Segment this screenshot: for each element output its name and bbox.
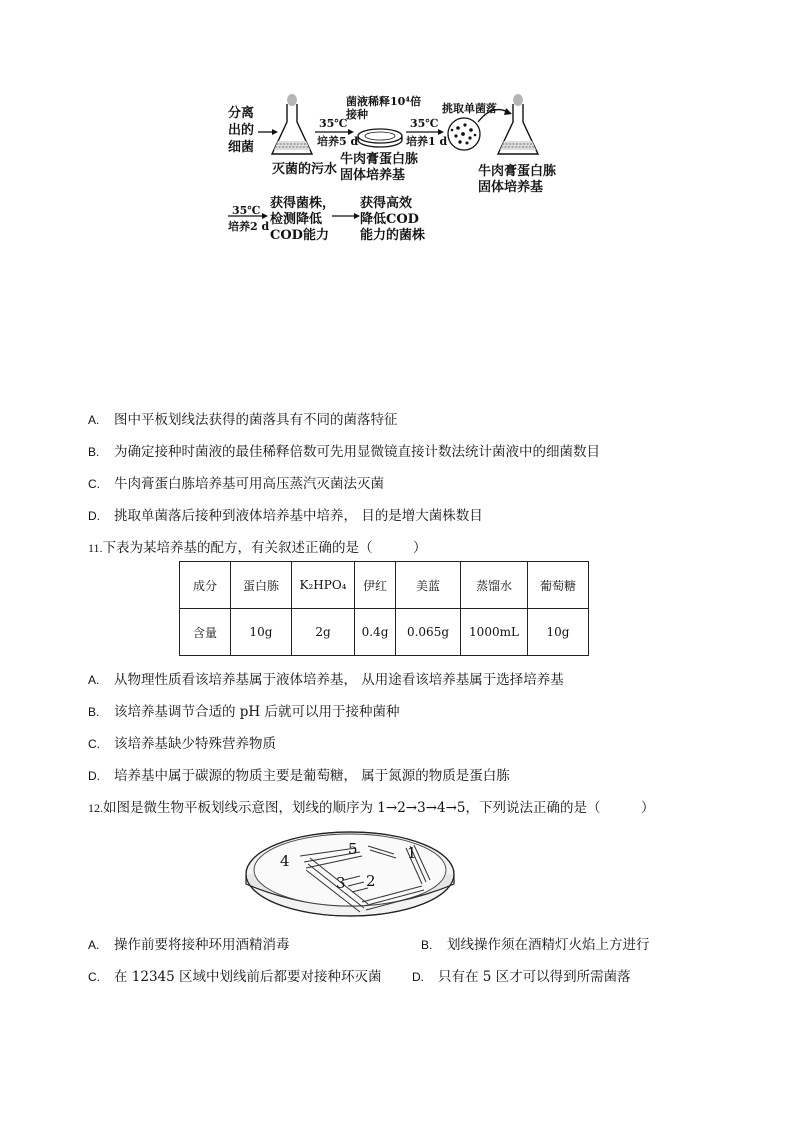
option-letter: D. [88,769,100,783]
table-cell: 成分 [180,562,231,609]
table-row [180,609,589,656]
q12-option-d[interactable] [412,965,631,985]
table-cell: 美蓝 [396,562,461,609]
zone-label-3: 3 [336,874,346,892]
q11-stem [88,536,427,556]
table-cell: 蒸馏水 [461,562,528,609]
q11-option-d[interactable] [88,764,510,784]
table-cell: 含量 [180,609,231,656]
step3-temp: 35℃ [232,204,261,217]
q11-option-c[interactable] [88,732,276,752]
q10-option-a[interactable] [88,408,398,428]
zone-label-2: 2 [366,872,376,890]
option-letter: C. [88,477,100,491]
pick-colony-label: 挑取单菌落 [442,102,497,115]
table-cell: 10g [528,609,589,656]
step1-time: 培养5 d [317,135,359,148]
zone-label-5: 5 [348,840,358,858]
option-text: 为确定接种时菌液的最佳稀释倍数可先用显微镜直接计数法统计菌液中的细菌数目 [114,444,600,460]
q10-option-d[interactable] [88,504,483,524]
option-letter: B. [421,938,433,952]
step2-time: 培养1 d [406,135,448,148]
result1-line1: 获得菌株， [270,196,336,211]
q12-option-a[interactable] [88,933,290,953]
q12-option-c[interactable] [88,965,382,985]
plate-label-line1: 牛肉膏蛋白胨 [340,152,419,167]
option-text: 该培养基缺少特殊营养物质 [114,736,276,752]
table-cell: 0.4g [355,609,396,656]
option-letter: A. [88,413,100,427]
result2-line3: 能力的菌株 [360,228,426,243]
option-text: 牛肉膏蛋白胨培养基可用高压蒸汽灭菌法灭菌 [114,476,384,492]
flask-1 [272,94,312,154]
table-row [180,562,589,609]
flask1-label: 灭菌的污水 [272,162,338,177]
option-text: 操作前要将接种环用酒精消毒 [114,937,290,953]
result1-line3: COD能力 [270,228,329,243]
q10-option-c[interactable] [88,472,384,492]
q11-option-a[interactable] [88,668,564,688]
option-letter: B. [88,705,100,719]
step3-time: 培养2 d [228,220,270,233]
table-cell: K₂HPO₄ [292,562,355,609]
option-text: 只有在 5 区才可以得到所需菌落 [438,969,631,985]
q10-option-b[interactable] [88,440,600,460]
table-cell: 2g [292,609,355,656]
streak-plate-figure [244,824,456,928]
option-text: 挑取单菌落后接种到液体培养基中培养， 目的是增大菌株数目 [114,508,483,524]
flask-2 [498,94,538,154]
option-letter: C. [88,737,100,751]
question-text: 如图是微生物平板划线示意图，划线的顺序为 1→2→3→4→5，下列说法正确的是（ ） [103,800,655,816]
question-number: 11. [88,541,103,555]
step2-temp: 35℃ [410,117,439,130]
option-letter: B. [88,445,100,459]
option-text: 在 12345 区域中划线前后都要对接种环灭菌 [114,969,382,985]
flow-figure [220,92,580,252]
option-letter: D. [412,970,424,984]
start-label-line3: 细菌 [228,140,255,155]
option-letter: C. [88,970,100,984]
option-letter: A. [88,673,100,687]
option-text: 从物理性质看该培养基属于液体培养基， 从用途看该培养基属于选择培养基 [114,672,564,688]
petri-plate [358,129,402,147]
question-text: 下表为某培养基的配方，有关叙述正确的是（ ） [102,540,427,556]
q12-stem [88,796,654,816]
table-cell: 葡萄糖 [528,562,589,609]
table-cell: 10g [231,609,292,656]
table-cell: 蛋白胨 [231,562,292,609]
result2-line1: 获得高效 [360,196,413,211]
flask2-label-line2: 固体培养基 [478,180,544,195]
medium-formula-table [179,561,589,656]
table-cell: 伊红 [355,562,396,609]
zone-label-4: 4 [280,852,290,870]
option-text: 图中平板划线法获得的菌落具有不同的菌落特征 [114,412,398,428]
result2-line2: 降低COD [360,212,419,227]
q11-option-b[interactable] [88,700,400,720]
option-letter: A. [88,938,100,952]
question-number: 12. [88,801,103,815]
start-label-line2: 出的 [228,123,255,138]
plate-label-line2: 固体培养基 [340,168,406,183]
option-letter: D. [88,509,100,523]
option-text: 该培养基调节合适的 pH 后就可以用于接种菌种 [114,704,400,720]
plate-top-line2: 接种 [346,108,368,121]
result1-line2: 检测降低 [270,212,323,227]
step1-temp: 35℃ [319,117,348,130]
start-label-line1: 分离 [228,106,255,121]
option-text: 划线操作须在酒精灯火焰上方进行 [447,937,650,953]
plate-top-line1: 菌液稀释10⁴倍 [346,95,422,108]
table-cell: 1000mL [461,609,528,656]
zone-label-1: 1 [407,844,417,862]
colony-circle [448,118,480,150]
flask2-label-line1: 牛肉膏蛋白胨 [478,164,557,179]
option-text: 培养基中属于碳源的物质主要是葡萄糖， 属于氮源的物质是蛋白胨 [114,768,510,784]
q12-option-b[interactable] [421,933,650,953]
table-cell: 0.065g [396,609,461,656]
